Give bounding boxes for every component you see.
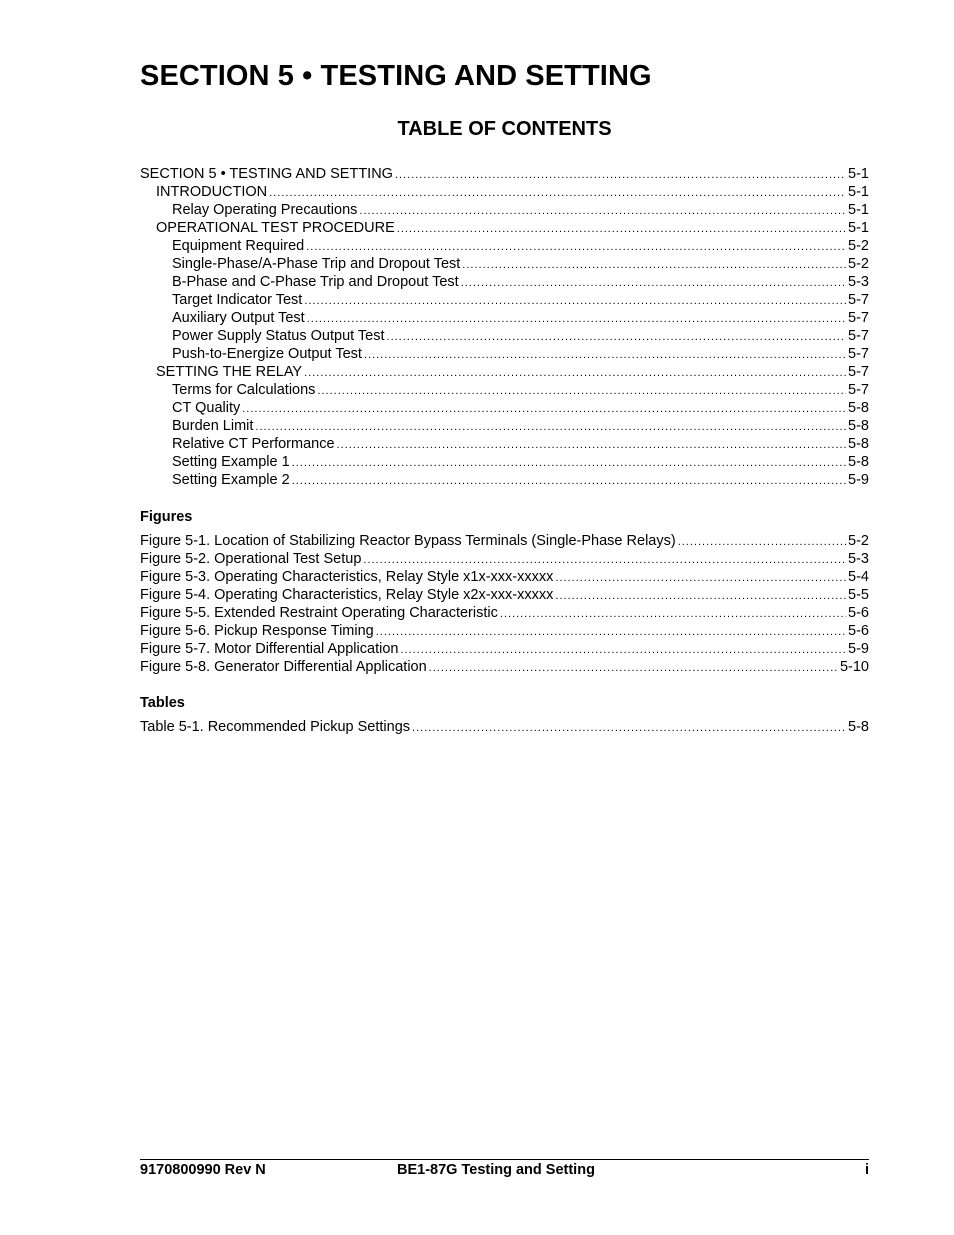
toc-list	[140, 165, 869, 489]
toc-entry-page: 5-10	[839, 659, 869, 675]
toc-entry-label: Figure 5-4. Operating Characteristics, Relay Style x2x-xxx-xxxxx	[140, 587, 554, 603]
dot-leader	[292, 472, 846, 490]
toc-entry-label: SETTING THE RELAY	[156, 364, 303, 380]
toc-entry-label: Single-Phase/A-Phase Trip and Dropout Test	[172, 256, 461, 272]
toc-entry[interactable]	[140, 532, 869, 550]
dot-leader	[292, 454, 846, 472]
toc-entry-page: 5-5	[848, 587, 869, 603]
toc-entry-page: 5-7	[848, 292, 869, 308]
toc-entry[interactable]	[140, 219, 869, 237]
toc-entry-label: Figure 5-5. Extended Restraint Operating Characteristic	[140, 605, 498, 621]
toc-entry-page: 5-7	[848, 346, 869, 362]
toc-entry[interactable]	[140, 435, 869, 453]
toc-entry-label: Terms for Calculations	[172, 382, 316, 398]
toc-entry-label: Auxiliary Output Test	[172, 310, 305, 326]
toc-entry-label: Equipment Required	[172, 238, 305, 254]
toc-entry-page: 5-9	[848, 472, 869, 488]
toc-entry[interactable]	[140, 165, 869, 183]
toc-entry-label: Figure 5-6. Pickup Response Timing	[140, 623, 374, 639]
dot-leader	[269, 184, 846, 202]
toc-entry-label: SECTION 5 • TESTING AND SETTING	[140, 166, 393, 182]
toc-entry-page: 5-8	[848, 400, 869, 416]
toc-entry-page: 5-7	[848, 382, 869, 398]
toc-entry-page: 5-2	[848, 238, 869, 254]
toc-entry[interactable]	[140, 237, 869, 255]
toc-entry[interactable]	[140, 255, 869, 273]
toc-entry-label: Relative CT Performance	[172, 436, 335, 452]
toc-entry-page: 5-3	[848, 274, 869, 290]
toc-entry-label: Figure 5-3. Operating Characteristics, Relay Style x1x-xxx-xxxxx	[140, 569, 554, 585]
toc-entry[interactable]	[140, 291, 869, 309]
toc-entry-label: Burden Limit	[172, 418, 254, 434]
dot-leader	[500, 605, 846, 623]
dot-leader	[462, 256, 846, 274]
dot-leader	[304, 364, 846, 382]
page-footer	[140, 1161, 869, 1179]
dot-leader	[387, 328, 847, 346]
toc-entry[interactable]	[140, 201, 869, 219]
toc-entry[interactable]	[140, 718, 869, 736]
dot-leader	[395, 166, 846, 184]
toc-entry[interactable]	[140, 273, 869, 291]
footer-doc-number: 9170800990 Rev N	[140, 1162, 266, 1178]
toc-entry-page: 5-7	[848, 310, 869, 326]
toc-entry-label: Figure 5-8. Generator Differential Application	[140, 659, 427, 675]
toc-entry[interactable]	[140, 183, 869, 201]
dot-leader	[363, 551, 846, 569]
toc-heading: TABLE OF CONTENTS	[397, 118, 612, 140]
toc-entry-label: Setting Example 1	[172, 454, 290, 470]
toc-entry[interactable]	[140, 417, 869, 435]
dot-leader	[461, 274, 846, 292]
dot-leader	[304, 292, 846, 310]
toc-entry-page: 5-2	[848, 256, 869, 272]
toc-entry-label: Figure 5-7. Motor Differential Application	[140, 641, 399, 657]
toc-entry-page: 5-7	[848, 328, 869, 344]
toc-entry-label: Figure 5-2. Operational Test Setup	[140, 551, 362, 567]
toc-entry-label: Figure 5-1. Location of Stabilizing Reactor Bypass Terminals (Single-Phase Relays)	[140, 533, 676, 549]
dot-leader	[317, 382, 846, 400]
toc-entry[interactable]	[140, 622, 869, 640]
toc-entry[interactable]	[140, 381, 869, 399]
toc-entry[interactable]	[140, 453, 869, 471]
toc-entry-label: Power Supply Status Output Test	[172, 328, 385, 344]
toc-entry[interactable]	[140, 345, 869, 363]
toc-entry-page: 5-9	[848, 641, 869, 657]
footer-page-number: i	[864, 1162, 869, 1178]
dot-leader	[337, 436, 847, 454]
tables-heading: Tables	[140, 695, 185, 711]
dot-leader	[400, 641, 846, 659]
toc-entry[interactable]	[140, 327, 869, 345]
toc-entry[interactable]	[140, 399, 869, 417]
dot-leader	[307, 310, 846, 328]
dot-leader	[555, 587, 846, 605]
toc-entry-page: 5-8	[848, 719, 869, 735]
toc-entry-page: 5-6	[848, 605, 869, 621]
toc-entry[interactable]	[140, 550, 869, 568]
dot-leader	[364, 346, 846, 364]
toc-entry[interactable]	[140, 309, 869, 327]
toc-entry-label: B-Phase and C-Phase Trip and Dropout Test	[172, 274, 459, 290]
toc-entry-label: Table 5-1. Recommended Pickup Settings	[140, 719, 411, 735]
toc-entry[interactable]	[140, 586, 869, 604]
footer-title: BE1-87G Testing and Setting	[397, 1162, 595, 1178]
dot-leader	[376, 623, 846, 641]
toc-entry-page: 5-8	[848, 436, 869, 452]
toc-entry-label: Relay Operating Precautions	[172, 202, 358, 218]
toc-entry[interactable]	[140, 363, 869, 381]
figures-list	[140, 532, 869, 676]
dot-leader	[359, 202, 846, 220]
toc-entry-page: 5-8	[848, 418, 869, 434]
figures-heading: Figures	[140, 509, 193, 525]
toc-entry-page: 5-1	[848, 202, 869, 218]
tables-list	[140, 718, 869, 736]
toc-entry-page: 5-6	[848, 623, 869, 639]
toc-entry-page: 5-1	[848, 184, 869, 200]
toc-entry-page: 5-4	[848, 569, 869, 585]
toc-entry[interactable]	[140, 568, 869, 586]
dot-leader	[678, 533, 846, 551]
toc-entry-label: Setting Example 2	[172, 472, 290, 488]
footer-rule	[140, 1159, 869, 1160]
toc-entry-page: 5-1	[848, 220, 869, 236]
toc-entry[interactable]	[140, 640, 869, 658]
toc-entry-label: Target Indicator Test	[172, 292, 303, 308]
toc-entry-page: 5-7	[848, 364, 869, 380]
dot-leader	[242, 400, 846, 418]
toc-entry-label: Push-to-Energize Output Test	[172, 346, 362, 362]
dot-leader	[255, 418, 846, 436]
toc-entry[interactable]	[140, 604, 869, 622]
toc-entry-label: OPERATIONAL TEST PROCEDURE	[156, 220, 395, 236]
dot-leader	[412, 719, 846, 737]
toc-entry-page: 5-2	[848, 533, 869, 549]
dot-leader	[306, 238, 846, 256]
toc-entry[interactable]	[140, 471, 869, 489]
dot-leader	[555, 569, 846, 587]
toc-entry[interactable]	[140, 658, 869, 676]
dot-leader	[429, 659, 838, 677]
toc-entry-page: 5-3	[848, 551, 869, 567]
toc-entry-page: 5-1	[848, 166, 869, 182]
toc-entry-page: 5-8	[848, 454, 869, 470]
section-title: SECTION 5 • TESTING AND SETTING	[140, 60, 652, 92]
toc-entry-label: INTRODUCTION	[156, 184, 268, 200]
toc-entry-label: CT Quality	[172, 400, 241, 416]
dot-leader	[397, 220, 846, 238]
